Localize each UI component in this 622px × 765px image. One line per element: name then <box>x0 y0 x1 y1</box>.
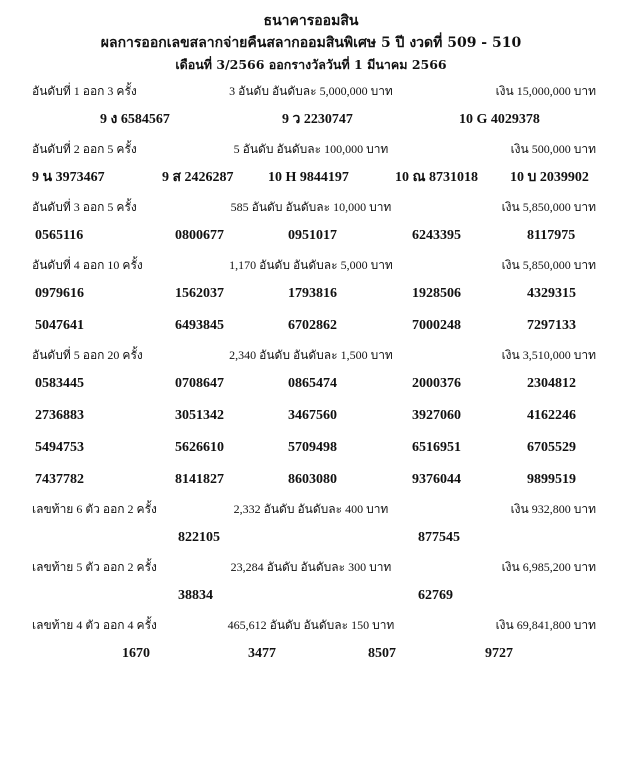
winning-number: 3051342 <box>175 408 224 423</box>
document-subtitle: เดือนที่ 3/2566 ออกรางวัลวันที่ 1 มีนาคม 2566 <box>175 57 447 72</box>
prize-label: อันดับที่ 2 ออก 5 ครั้ง <box>32 142 137 156</box>
winning-number: 0565116 <box>35 228 84 243</box>
prize-description: 2,332 อันดับ อันดับละ 400 บาท <box>233 502 389 516</box>
winning-number: 0979616 <box>35 286 84 301</box>
winning-number: 1562037 <box>175 286 224 301</box>
bank-name: ธนาคารออมสิน <box>263 13 359 29</box>
winning-number: 9899519 <box>527 472 576 487</box>
winning-number: 3477 <box>248 646 276 661</box>
prize-section <box>0 78 622 136</box>
winning-number: 5709498 <box>288 440 337 455</box>
prize-description: 3 อันดับ อันดับละ 5,000,000 บาท <box>229 84 393 98</box>
prize-section <box>0 612 622 670</box>
prize-amount: เงิน 69,841,800 บาท <box>495 618 596 632</box>
winning-number: 5047641 <box>35 318 84 333</box>
prize-header-row <box>0 136 622 162</box>
winning-number: 3927060 <box>412 408 461 423</box>
winning-number: 4329315 <box>527 286 576 301</box>
prize-header-row <box>0 342 622 368</box>
winning-number: 6702862 <box>288 318 337 333</box>
winning-number: 0951017 <box>288 228 337 243</box>
winning-number: 5626610 <box>175 440 224 455</box>
prize-section <box>0 496 622 554</box>
prize-description: 465,612 อันดับ อันดับละ 150 บาท <box>227 618 395 632</box>
prize-section <box>0 252 622 342</box>
winning-number: 8117975 <box>527 228 576 243</box>
winning-number: 0583445 <box>35 376 84 391</box>
winning-number-row <box>0 104 622 136</box>
winning-number: 9 ง 6584567 <box>100 112 170 127</box>
winning-number: 8141827 <box>175 472 224 487</box>
prize-header-row <box>0 554 622 580</box>
prize-label: เลขท้าย 6 ตัว ออก 2 ครั้ง <box>32 502 157 516</box>
winning-number: 9 ส 2426287 <box>162 170 234 185</box>
prize-amount: เงิน 5,850,000 บาท <box>501 258 596 272</box>
prize-label: อันดับที่ 5 ออก 20 ครั้ง <box>32 348 143 362</box>
prize-amount: เงิน 3,510,000 บาท <box>501 348 596 362</box>
winning-number: 38834 <box>178 588 213 603</box>
winning-number: 7000248 <box>412 318 461 333</box>
prize-header-row <box>0 252 622 278</box>
winning-number: 10 H 9844197 <box>268 170 349 185</box>
winning-number: 9376044 <box>412 472 461 487</box>
winning-number: 9 น 3973467 <box>32 170 105 185</box>
winning-number: 2736883 <box>35 408 84 423</box>
prize-amount: เงิน 6,985,200 บาท <box>501 560 596 574</box>
winning-number: 3467560 <box>288 408 337 423</box>
winning-number: 10 G 4029378 <box>459 112 540 127</box>
prize-description: 585 อันดับ อันดับละ 10,000 บาท <box>230 200 392 214</box>
winning-number-row <box>0 162 622 194</box>
winning-number-row <box>0 278 622 310</box>
winning-number: 6493845 <box>175 318 224 333</box>
winning-number: 0708647 <box>175 376 224 391</box>
winning-number: 4162246 <box>527 408 576 423</box>
winning-number: 62769 <box>418 588 453 603</box>
prize-label: อันดับที่ 3 ออก 5 ครั้ง <box>32 200 137 214</box>
winning-number-row <box>0 464 622 496</box>
winning-number: 2304812 <box>527 376 576 391</box>
prize-header-row <box>0 496 622 522</box>
document-header <box>0 0 622 76</box>
winning-number: 0800677 <box>175 228 224 243</box>
winning-number: 6516951 <box>412 440 461 455</box>
winning-number-row <box>0 220 622 252</box>
winning-number: 2000376 <box>412 376 461 391</box>
prize-description: 2,340 อันดับ อันดับละ 1,500 บาท <box>229 348 393 362</box>
winning-number: 0865474 <box>288 376 337 391</box>
prize-label: อันดับที่ 1 ออก 3 ครั้ง <box>32 84 137 98</box>
winning-number: 5494753 <box>35 440 84 455</box>
prize-amount: เงิน 5,850,000 บาท <box>501 200 596 214</box>
prize-amount: เงิน 15,000,000 บาท <box>495 84 596 98</box>
prize-label: อันดับที่ 4 ออก 10 ครั้ง <box>32 258 143 272</box>
winning-number-row <box>0 638 622 670</box>
prize-description: 5 อันดับ อันดับละ 100,000 บาท <box>233 142 389 156</box>
prize-header-row <box>0 194 622 220</box>
prize-description: 23,284 อันดับ อันดับละ 300 บาท <box>230 560 392 574</box>
winning-number: 1928506 <box>412 286 461 301</box>
prize-section <box>0 136 622 194</box>
winning-number: 8603080 <box>288 472 337 487</box>
prize-label: เลขท้าย 5 ตัว ออก 2 ครั้ง <box>32 560 157 574</box>
prize-amount: เงิน 500,000 บาท <box>510 142 596 156</box>
winning-number: 822105 <box>178 530 220 545</box>
winning-number: 8507 <box>368 646 396 661</box>
winning-number: 9727 <box>485 646 513 661</box>
prize-amount: เงิน 932,800 บาท <box>510 502 596 516</box>
winning-number-row <box>0 522 622 554</box>
winning-number-row <box>0 432 622 464</box>
winning-number-row <box>0 400 622 432</box>
prize-label: เลขท้าย 4 ตัว ออก 4 ครั้ง <box>32 618 157 632</box>
prize-section <box>0 194 622 252</box>
prize-section <box>0 554 622 612</box>
winning-number: 1670 <box>122 646 150 661</box>
prize-header-row <box>0 78 622 104</box>
prize-header-row <box>0 612 622 638</box>
winning-number-row <box>0 310 622 342</box>
winning-number: 9 ว 2230747 <box>282 112 353 127</box>
prize-list <box>0 78 622 670</box>
winning-number-row <box>0 368 622 400</box>
winning-number-row <box>0 580 622 612</box>
winning-number: 7437782 <box>35 472 84 487</box>
document-title: ผลการออกเลขสลากจ่ายคืนสลากออมสินพิเศษ 5 ปี งวดที่ 509 - 510 <box>100 35 522 51</box>
winning-number: 877545 <box>418 530 460 545</box>
winning-number: 10 ณ 8731018 <box>395 170 478 185</box>
winning-number: 6243395 <box>412 228 461 243</box>
winning-number: 7297133 <box>527 318 576 333</box>
winning-number: 6705529 <box>527 440 576 455</box>
prize-section <box>0 342 622 496</box>
prize-description: 1,170 อันดับ อันดับละ 5,000 บาท <box>229 258 393 272</box>
winning-number: 1793816 <box>288 286 337 301</box>
winning-number: 10 บ 2039902 <box>510 170 589 185</box>
